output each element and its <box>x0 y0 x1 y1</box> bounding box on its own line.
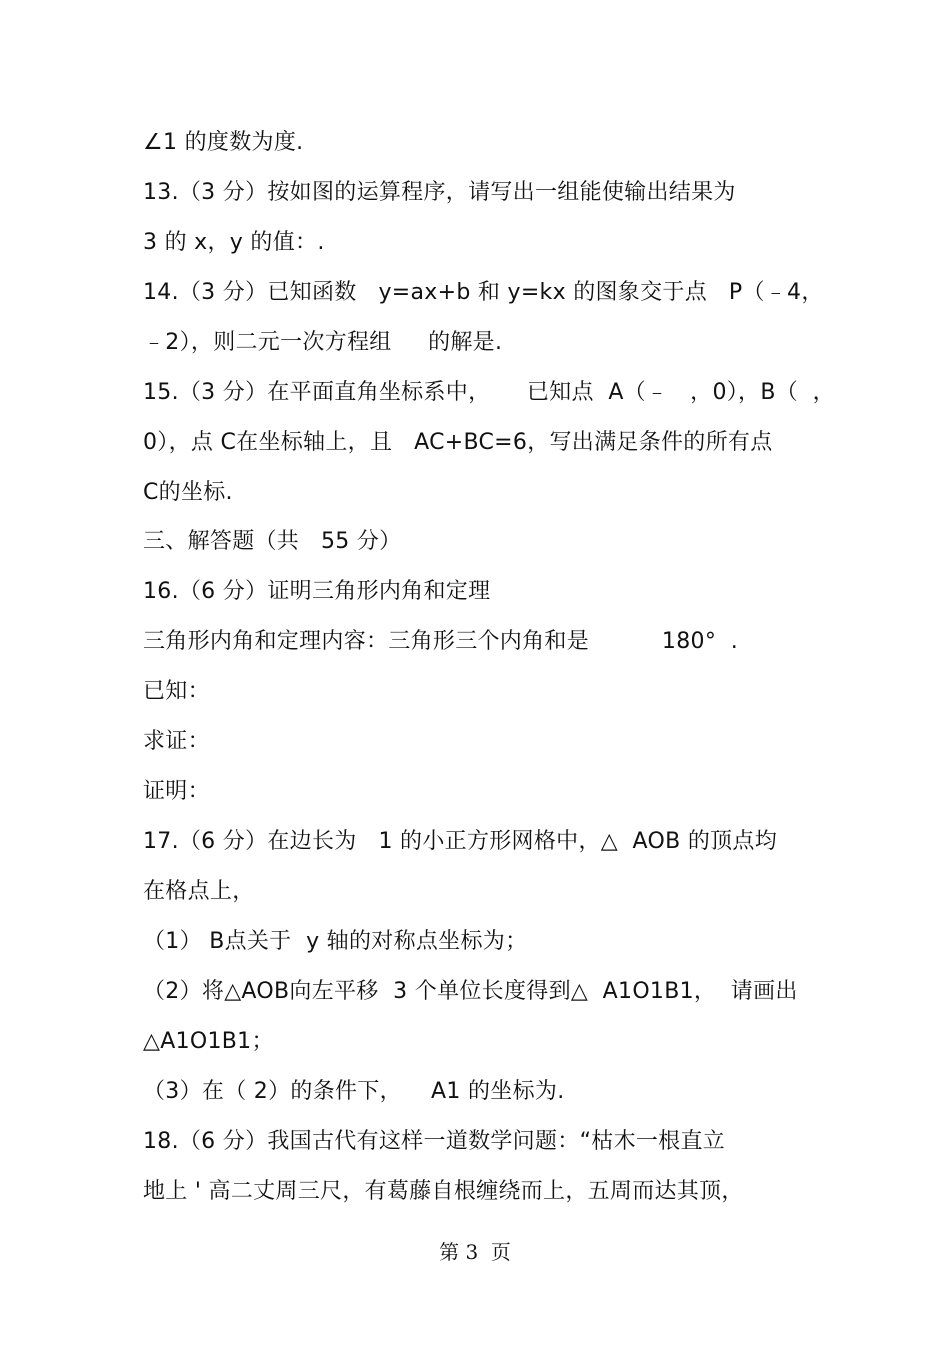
question-15-line-1: 15.（3 分）在平面直角坐标系中， 已知点 A（﹣ ，0），B（ ， <box>143 380 835 405</box>
question-15-line-2: 0），点 C在坐标轴上，且 AC+BC=6，写出满足条件的所有点 <box>143 430 773 455</box>
question-17-part-2: （2）将△AOB向左平移 3 个单位长度得到△ A1O1B1， 请画出 <box>143 979 798 1004</box>
question-17-part-2-cont: △A1O1B1； <box>143 1029 274 1054</box>
question-14-line-1: 14.（3 分）已知函数 y=ax+b 和 y=kx 的图象交于点 P（﹣4， <box>143 280 824 305</box>
question-16-line-1: 16.（6 分）证明三角形内角和定理 <box>143 579 491 604</box>
prove-label: 求证： <box>143 729 210 754</box>
given-label: 已知： <box>143 679 210 704</box>
text-line: ∠1 的度数为度. <box>143 130 304 155</box>
question-16-line-2: 三角形内角和定理内容：三角形三个内角和是 180° . <box>143 629 739 654</box>
question-17-part-3: （3）在（ 2）的条件下， A1 的坐标为. <box>143 1079 565 1104</box>
question-18-line-1: 18.（6 分）我国古代有这样一道数学问题：“枯木一根直立 <box>143 1129 726 1154</box>
question-17-part-1: （1） B点关于 y 轴的对称点坐标为； <box>143 929 528 954</box>
page-number-footer: 第 3 页 <box>439 1240 511 1264</box>
question-15-line-3: C的坐标. <box>143 480 233 505</box>
question-13-line-1: 13.（3 分）按如图的运算程序，请写出一组能使输出结果为 <box>143 180 736 205</box>
question-17-line-1: 17.（6 分）在边长为 1 的小正方形网格中，△ AOB 的顶点均 <box>143 829 778 854</box>
question-14-line-2: ﹣2），则二元一次方程组 的解是. <box>143 330 503 355</box>
proof-label: 证明： <box>143 779 210 804</box>
question-13-line-2: 3 的 x，y 的值：. <box>143 230 325 255</box>
section-heading: 三、解答题（共 55 分） <box>143 529 402 554</box>
question-17-line-2: 在格点上， <box>143 879 255 904</box>
question-18-line-2: 地上 ' 高二丈周三尺，有葛藤自根缠绕而上，五周而达其顶， <box>143 1179 744 1204</box>
